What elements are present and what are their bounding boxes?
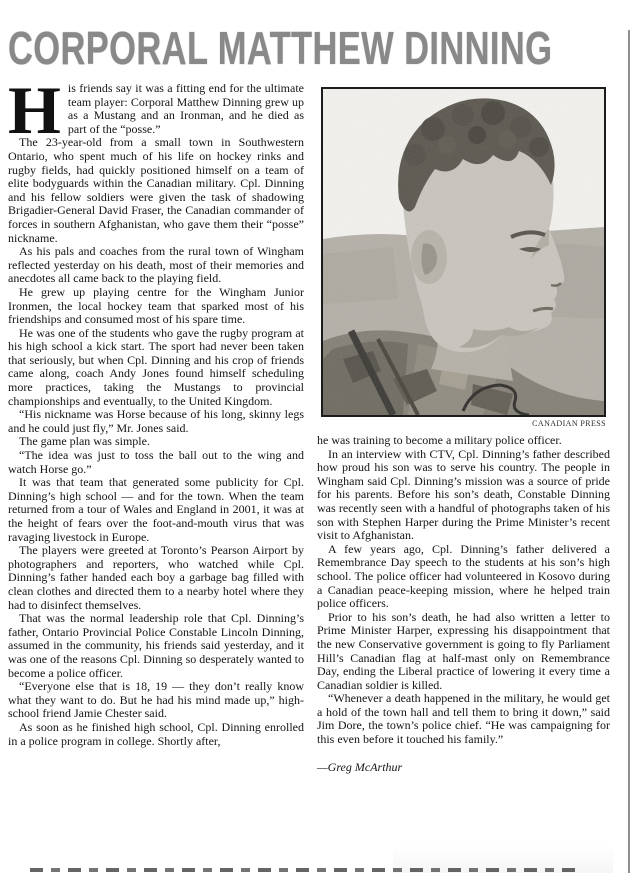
article-paragraph: As his pals and coaches from the rural town of Wingham reflected yesterday on his death, most of their memories and anecdotes all came back to the playing field.: [8, 244, 304, 286]
soldier-photo: [321, 87, 606, 417]
article-paragraph: That was the normal leadership role that Cpl. Dinning’s father, Ontario Provincial Police Constable Lincoln Dinning, assumed in the community, his friends said yesterday, and it was one of the reasons Cpl. Dinning so desperately wanted to become a police officer.: [8, 611, 304, 680]
article-paragraph: He grew up playing centre for the Wingham Junior Ironmen, the local hockey team that sparked most of his friendships and consumed most of his spare time.: [8, 284, 304, 327]
author-byline: —Greg McArthur: [317, 759, 403, 774]
article-paragraph: “The idea was just to toss the ball out to the wing and watch Horse go.”: [8, 448, 304, 476]
article-paragraph: As soon as he finished high school, Cpl. Dinning enrolled in a police program in college. Shortly after,: [8, 719, 304, 748]
article-columns: [8, 72, 610, 774]
article-paragraph: The game plan was simple.: [19, 434, 150, 449]
article-paragraph: he was training to become a military police officer.: [317, 433, 562, 447]
article-paragraph: “His nickname was Horse because of his long, skinny legs and he could just fly,” Mr. Jones said.: [8, 407, 304, 435]
article-paragraph: A few years ago, Cpl. Dinning’s father delivered a Remembrance Day speech to the students at his son’s high school. The police officer had volunteered in Kosovo during a Canadian peace-keeping mission, where he helped train police officers.: [317, 541, 610, 611]
paragraph-text: is friends say it was a fitting end for the ultimate team player: Corporal Matthew Dinning grew up as a Mustang and an Ironman, and he died as part of the “posse.”: [67, 81, 304, 136]
drop-cap: H: [8, 72, 61, 148]
right-column: [317, 82, 610, 774]
article-paragraph: It was that team that generated some publicity for Cpl. Dinning’s high school — and for the town. When the team returned from a tour of Wales and England in 2001, it was at the height of fears over the foot-and-mouth virus that was ravaging livestock in Europe.: [8, 475, 304, 544]
left-column: [8, 72, 304, 774]
photo-block: [321, 87, 606, 428]
article-paragraph: The players were greeted at Toronto’s Pearson Airport by photographers and reporters, who watched while Cpl. Dinning’s father handed each boy a garbage bag filled with clean clothes and directed them to a nearby hotel where they had to disinfect themselves.: [8, 543, 304, 612]
article-paragraph: In an interview with CTV, Cpl. Dinning’s father described how proud his son was to serve his country. The people in Wingham said Cpl. Dinning’s mission was a source of pride for his parents. Before his son’s death, Constable Dinning was recently seen with a handful of photographs taken of his son with Stephen Harper during the Prime Minister’s recent visit to Afghanistan.: [317, 446, 610, 543]
article-paragraph: Prior to his son’s death, he had also written a letter to Prime Minister Harper, expressing his disappointment that the new Conservative government is going to fly Parliament Hill’s Canadian flag at half-mast only on Remembrance Day, ending the Liberal practice of lowering it every time a Canadian soldier is killed.: [317, 609, 610, 692]
column-rule: [628, 30, 630, 873]
article-paragraph: [8, 72, 304, 148]
article-paragraph: The 23-year-old from a small town in Southwestern Ontario, who spent much of his life on hockey rinks and rugby fields, had quickly positioned himself on a team of elite bodyguards within the Canadian military. Cpl. Dinning and his fellow soldiers were given the task of shadowing Brigadier-General David Fraser, the Canadian commander of forces in southern Afghanistan, who gave them their “posse” nickname.: [8, 135, 304, 245]
article-headline: CORPORAL MATTHEW DINNING: [8, 22, 553, 74]
article-paragraph: “Whenever a death happened in the military, he would get a hold of the town hall and tell them to bring it down,” said Jim Dore, the town’s police chief. “He was campaigning for this even before it touched his family.”: [317, 691, 610, 747]
article-paragraph: “Everyone else that is 18, 19 — they don’t really know what they want to do. But he had his mind made up,” high-school friend Jamie Chester said.: [8, 679, 304, 721]
article-paragraph: He was one of the students who gave the rugby program at his high school a kick start. The sport had never been taken that seriously, but when Cpl. Dinning and his crop of friends came along, coach Andy Jones found himself scheduling more practices, taking the Mustangs to provincial championships and eventually, to the United Kingdom.: [8, 325, 304, 408]
next-section-fragment: [30, 868, 575, 872]
soldier-portrait-illustration: [323, 89, 604, 415]
photo-credit: CANADIAN PRESS: [532, 419, 606, 428]
